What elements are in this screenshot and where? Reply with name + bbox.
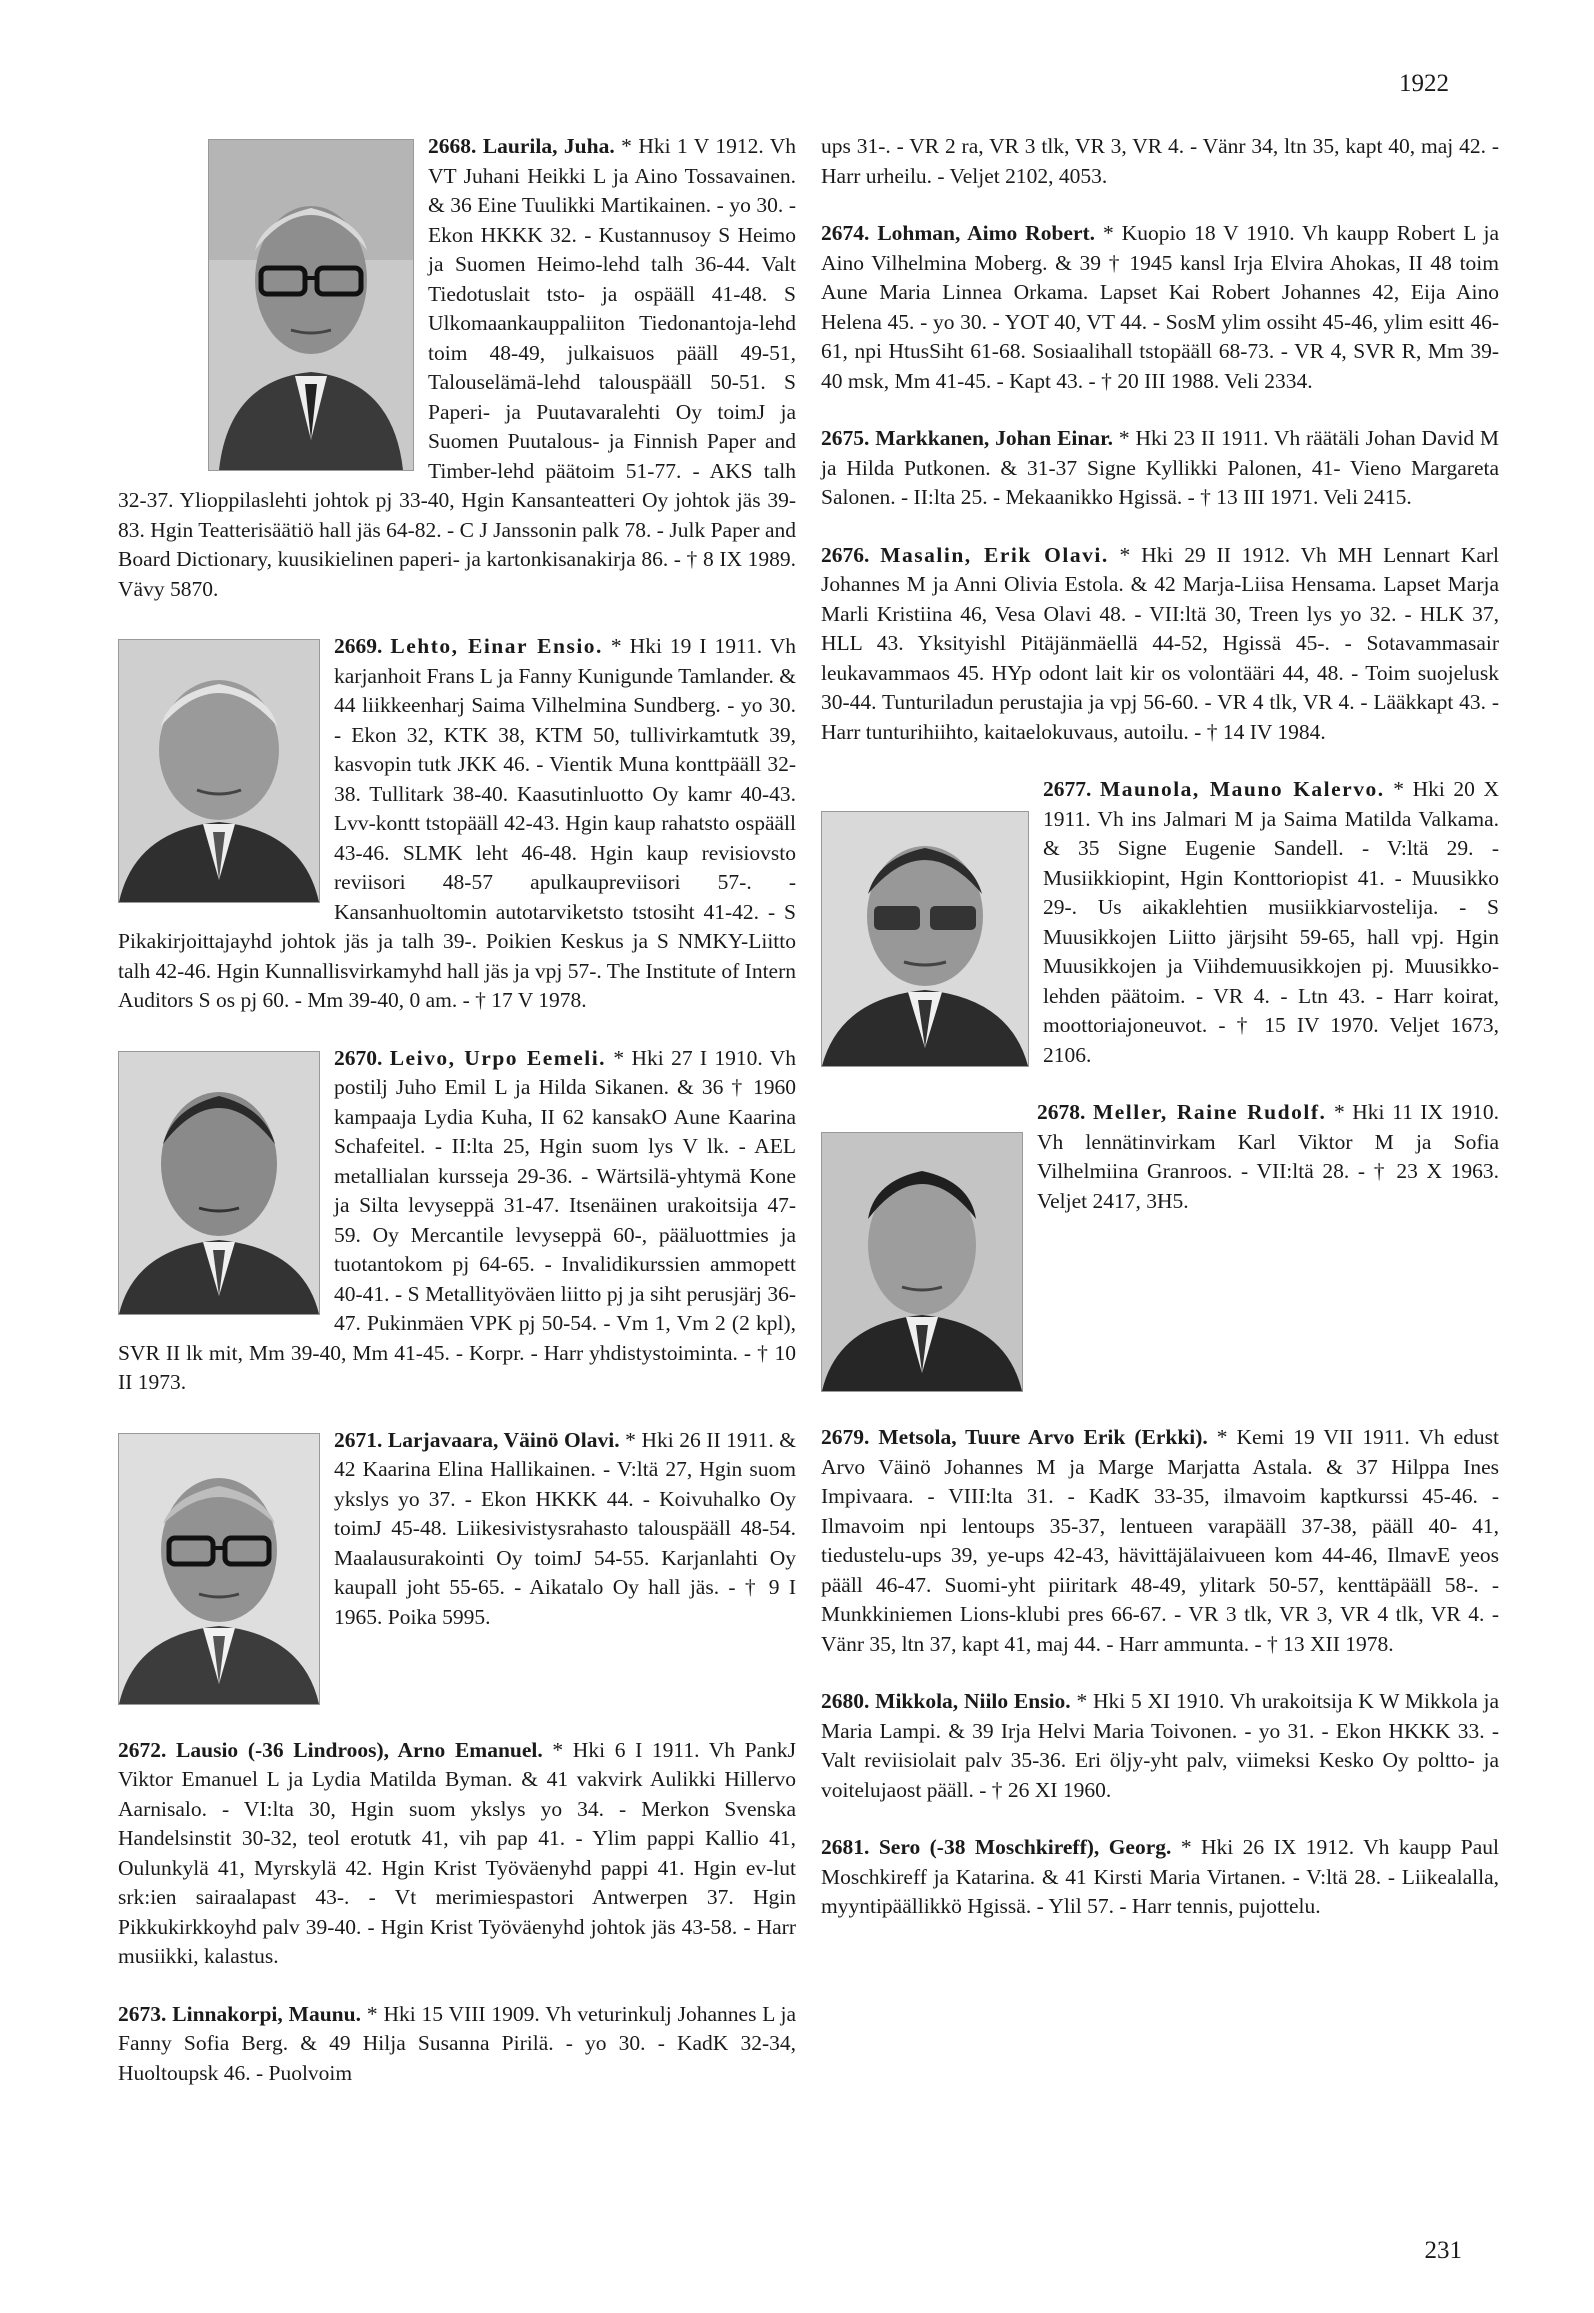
entry-text: * Hki 23 II 1911. Vh räätäli Johan David M ja Hilda Putkonen. & 31-37 Signe Kyllikki Palonen, 41- Vieno Margareta Salonen. - II:lta 25. - Mekaanikko Hgissä. - † 13 III 1971. Veli 2415.	[821, 426, 1500, 509]
entry-number: 2674.	[821, 221, 870, 245]
portrait-photo	[118, 1433, 320, 1705]
portrait-photo	[821, 811, 1029, 1067]
biography-entry	[821, 775, 1499, 1070]
entry-name: Larjavaara, Väinö Olavi.	[387, 1427, 620, 1452]
biography-entry-continued	[821, 132, 1499, 191]
entry-name: Lohman, Aimo Robert.	[877, 221, 1096, 245]
entry-number: 2679.	[821, 1425, 870, 1449]
entry-number: 2675.	[821, 426, 870, 450]
biography-entry	[821, 1687, 1499, 1805]
portrait-photo	[821, 1132, 1023, 1392]
entry-text: * Hki 1 V 1912. Vh VT Juhani Heikki L ja Aino Tossavainen. & 36 Eine Tuulikki Martikainen. - yo 30. - Ekon HKKK 32. - Kustannusoy S Heimo ja Suomen Heimo-lehd talh 36-44. Valt Tiedotuslait tsto- ja ospääll 41-48. S Ulkomaankauppaliiton Tiedonantoja-lehd toim 48-49, julkaisuos pääll 49-51, Talouselämä-lehd talouspääll 50-51. S Paperi- ja Puutavaralehti Oy toimJ ja Suomen Puutalous- ja Finnish Paper and Timber-lehd päätoim 51-77. - AKS talh 32-37. Ylioppilaslehti johtok pj 33-40, Hgin Kansanteatteri Oy johtok jäs 39-83. Hgin Teatterisäätiö hall jäs 64-82. - C J Janssonin palk 78. - Julk Paper and Board Dictionary, kuusikielinen paperi- ja kartonkisanakirja 86. - † 8 IX 1989. Vävy 5870.	[118, 134, 797, 601]
entry-number: 2676.	[821, 542, 870, 567]
page-year-header: 1922	[1399, 70, 1449, 97]
entry-name: Lausio (-36 Lindroos), Arno Emanuel.	[176, 1737, 543, 1762]
portrait-photo	[118, 639, 320, 903]
entry-name: Markkanen, Johan Einar.	[875, 426, 1114, 450]
biography-entry	[821, 219, 1499, 396]
entry-name: Masalin, Erik Olavi.	[880, 542, 1109, 567]
biography-entry	[118, 1736, 796, 1972]
entry-number: 2673.	[118, 2001, 167, 2026]
entry-text: * Hki 27 I 1910. Vh postilj Juho Emil L ja Hilda Sikanen. & 36 † 1960 kampaaja Lydia Kuha, II 62 kansakO Aune Kaarina Schafeitel. - II:lta 25, Hgin suom lys V lk. - AEL metallialan kursseja 29-36. - Wärtsilä-yhtymä Kone ja Silta levyseppä 31-47. Itsenäinen urakoitsija 47-59. Oy Mercantile levyseppä 60-, pääluottmies ja tuotantokom pj 64-65. - Invalidikurssien ammopett 40-41. - S Metallityöväen liitto pj ja siht perusjärj 36-47. Pukinmäen VPK pj 50-54. - Vm 1, Vm 2 (2 kpl), SVR II lk mit, Mm 39-40, Mm 41-45. - Korpr. - Harr yhdistystoiminta. - † 10 II 1973.	[118, 1045, 797, 1394]
entry-text: * Hki 29 II 1912. Vh MH Lennart Karl Johannes M ja Anni Olivia Estola. & 42 Marja-Liisa Hensama. Lapset Marja Marli Kristiina 46, Vesa Olavi 48. - VII:ltä 30, Treen lys yo 32. - HLK 37, HLL 43. Yksityishl Pitäjänmäellä 44-52, Hgissä 45-. - Sotavammasair leukavammaos 45. HYp odont lait kir os volontääri 44, 48. - Toim suojelusk 30-44. Tunturiladun perustajia ja vpj 56-60. - VR 4 tlk, VR 4. - Lääkkapt 43. - Harr tunturihiihto, kaitaelokuvaus, autoilu. - † 14 IV 1984.	[821, 542, 1500, 744]
entry-text: * Kemi 19 VII 1911. Vh edust Arvo Väinö Johannes M ja Marge Marjatta Astala. & 37 Hilppa Ines Impivaara. - VIII:lta 31. - KadK 33-35, ilmavoim kaptkurssi 45-46. - Ilmavoim npi lentoups 35-37, lentueen varapääll 37-38, pääll 40- 41, tiedustelu-ups 39, ye-ups 42-43, hävittäjälaivueen kom 44-46, IlmavE yeos pääll 46-47. Suomi-yht piiritark 48-49, ylitark 50-57, kenttäpääll 58-. - Munkkiniemen Lions-klubi pres 66-67. - VR 3 tlk, VR 3, VR 4 tlk, VR 4. - Vänr 35, ltn 37, kapt 41, maj 44. - Harr ammunta. - † 13 XII 1978.	[821, 1425, 1500, 1656]
left-column	[118, 132, 796, 2116]
biography-entry	[821, 1833, 1499, 1922]
entry-number: 2677.	[1043, 777, 1092, 801]
portrait-photo	[208, 139, 414, 471]
entry-number: 2668.	[428, 134, 477, 158]
entry-number: 2671.	[334, 1427, 383, 1452]
entry-text: * Kuopio 18 V 1910. Vh kaupp Robert L ja Aino Vilhelmina Moberg. & 39 † 1945 kansl Irja Elvira Ahokas, II 48 toim Aune Maria Linnea Orkama. Lapset Kai Robert Johannes 42, Eija Aino Helena 45. - yo 30. - YOT 40, VT 44. - SosM ylim ossiht 45-46, ylim esitt 46-61, npi HtusSiht 61-68. Sosiaalihall tstopääll 68-73. - VR 4, SVR R, Mm 39-40 msk, Mm 41-45. - Kapt 43. - † 20 III 1988. Veli 2334.	[821, 221, 1500, 393]
entry-name: Leivo, Urpo Eemeli.	[389, 1045, 607, 1070]
entry-number: 2670.	[334, 1045, 383, 1070]
biography-entry	[118, 1426, 796, 1708]
entry-text: * Hki 5 XI 1910. Vh urakoitsija K W Mikkola ja Maria Lampi. & 39 Irja Helvi Maria Toivonen. - yo 31. - Ekon HKKK 33. - Valt reviisiolait palv 35-36. Eri öljy-yht palv, viimeksi Kesko Oy poltto- ja voitelujaost pääll. - † 26 XI 1960.	[821, 1689, 1500, 1802]
entry-text: * Hki 19 I 1911. Vh karjanhoit Frans L ja Fanny Kunigunde Tamlander. & 44 liikkeenharj Saima Vilhelmina Sundberg. - yo 30. - Ekon 32, KTK 38, KTM 50, tullivirkamtutk 39, kasvopin tutk JKK 46. - Vientik Muna konttpääll 32-38. Tullitark 38-40. Kaasutinluotto Oy kamr 40-43. Lvv-kontt tstopääll 42-43. Hgin kaup rahatsto ospääll 43-46. SLMK leht 46-48. Hgin kaup revisiovsto reviisori 48-57 apulkaupreviisori 57-. - Kansanhuoltomin autotarviketsto tstosiht 41-42. - S Pikakirjoittajayhd johtok jäs ja talh 39-. Poikien Keskus ja S NMKY-Liitto talh 42-46. Hgin Kunnallisvirkamyhd hall jäs ja vpj 57-. The Institute of Intern Auditors S os pj 60. - Mm 39-40, 0 am. - † 17 V 1978.	[118, 634, 797, 1012]
entry-text: * Hki 11 IX 1910. Vh lennätinvirkam Karl Viktor M ja Sofia Vilhelmiina Granroos. - VII:ltä 28. - † 23 X 1963. Veljet 2417, 3H5.	[1037, 1100, 1500, 1213]
entry-text: * Hki 26 II 1911. & 42 Kaarina Elina Hallikainen. - V:ltä 27, Hgin suom ykslys yo 37. - Ekon HKKK 44. - Koivuhalko Oy toimJ 45-48. Liikesivistysrahasto talouspääll 48-54. Maalausurakointi Oy toimJ 54-55. Karjanlahti Oy kaupall joht 55-65. - Aikatalo Oy hall jäs. - † 9 I 1965. Poika 5995.	[334, 1427, 796, 1629]
right-column	[821, 132, 1499, 1950]
entry-text: ups 31-. - VR 2 ra, VR 3 tlk, VR 3, VR 4. - Vänr 34, ltn 35, kapt 40, maj 42. - Harr urheilu. - Veljet 2102, 4053.	[821, 134, 1499, 188]
entry-name: Meller, Raine Rudolf.	[1092, 1100, 1327, 1124]
biography-entry	[118, 1044, 796, 1398]
biography-entry	[821, 424, 1499, 513]
biography-entry	[118, 2000, 796, 2089]
entry-text: * Hki 15 VIII 1909. Vh veturinkulj Johannes L ja Fanny Sofia Berg. & 49 Hilja Susanna Pirilä. - yo 30. - KadK 32-34, Huoltoupsk 46. - Puolvoim	[118, 2001, 797, 2085]
entry-text: * Hki 26 IX 1912. Vh kaupp Paul Moschkireff ja Katarina. & 41 Kirsti Maria Virtanen. - V:ltä 28. - Liikealalla, myyntipäällikkö Hgissä. - Ylil 57. - Harr tennis, pujottelu.	[821, 1835, 1500, 1918]
biography-entry	[821, 1098, 1499, 1395]
entry-name: Maunola, Mauno Kalervo.	[1099, 777, 1385, 801]
entry-name: Sero (-38 Moschkireff), Georg.	[878, 1835, 1172, 1859]
entry-number: 2681.	[821, 1835, 870, 1859]
entry-number: 2672.	[118, 1737, 167, 1762]
page-number: 231	[1424, 2237, 1462, 2264]
entry-number: 2669.	[334, 634, 383, 658]
entry-name: Metsola, Tuure Arvo Erik (Erkki).	[878, 1425, 1208, 1449]
entry-name: Lehto, Einar Ensio.	[390, 634, 603, 658]
entry-name: Mikkola, Niilo Ensio.	[875, 1689, 1071, 1713]
entry-number: 2678.	[1037, 1100, 1086, 1124]
entry-number: 2680.	[821, 1689, 870, 1713]
entry-text: * Hki 6 I 1911. Vh PankJ Viktor Emanuel L ja Lydia Matilda Byman. & 41 vakvirk Aulikki Hillervo Aarnisalo. - VI:lta 30, Hgin suom ykslys yo 34. - Merkon Svenska Handelsinstit 30-32, teol erotutk 41, vih pap 41. - Ylim pappi Kallio 41, Oulunkylä 41, Myrskylä 42. Hgin Krist Työväenyhd pappi 41. Hgin ev-lut srk:ien sairaalapast 43-. - Vt merimiespastori Antwerpen 37. Hgin Pikkukirkkoyhd palv 39-40. - Hgin Krist Työväenyhd johtok jäs 43-58. - Harr musiikki, kalastus.	[118, 1737, 797, 1968]
entry-name: Linnakorpi, Maunu.	[172, 2001, 361, 2026]
entry-name: Laurila, Juha.	[482, 134, 615, 158]
entry-text: * Hki 20 X 1911. Vh ins Jalmari M ja Saima Matilda Valkama. & 35 Signe Eugenie Sandell. - V:ltä 29. - Musiikkiopint, Hgin Konttoriopist 41. - Muusikko 29-. Us aikaklehtien musiikkiarvostelija. - S Muusikkojen Liitto järjsiht 59-65, hall vpj. Hgin Muusikkojen ja Viihdemuusikkojen pj. Muusikko-lehden päätoim. - VR 4. - Ltn 43. - Harr koirat, moottoriajoneuvot. - † 15 IV 1970. Veljet 1673, 2106.	[1043, 777, 1500, 1067]
biography-entry	[118, 632, 796, 1016]
biography-entry	[118, 132, 796, 604]
biography-entry	[821, 1423, 1499, 1659]
portrait-photo	[118, 1051, 320, 1315]
biography-entry	[821, 541, 1499, 748]
